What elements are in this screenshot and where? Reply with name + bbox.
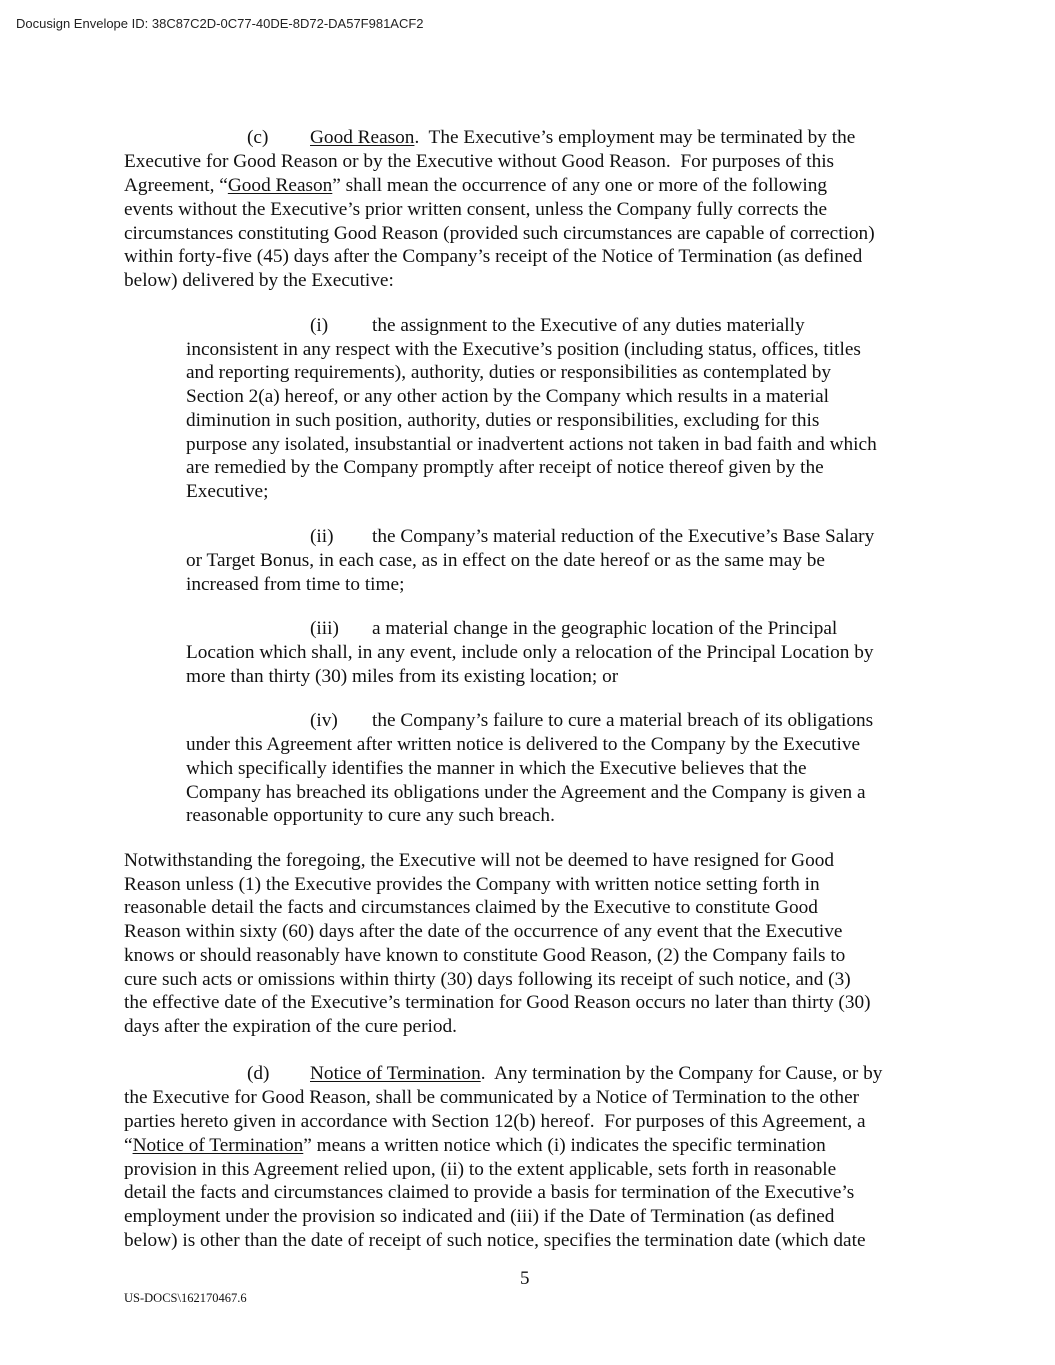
section-d-marker: (d) (247, 1063, 270, 1084)
section-d-line: below) is other than the date of receipt of such notice, specifies the termination date (which date (124, 1230, 866, 1251)
section-d-line: “Notice of Termination” means a written notice which (i) indicates the specific termination (124, 1135, 826, 1156)
clause-line: under this Agreement after written notice is delivered to the Company by the Executive (186, 734, 861, 755)
clause-line: reasonable opportunity to cure any such breach. (186, 805, 555, 826)
section-c-heading: Good Reason (310, 127, 415, 148)
section-d-line: the Executive for Good Reason, shall be communicated by a Notice of Termination to the other (124, 1087, 860, 1108)
paragraph-line: Reason within sixty (60) days after the date of the occurrence of any event that the Executive (124, 921, 843, 942)
section-c-line: Agreement, “Good Reason” shall mean the occurrence of any one or more of the following (124, 175, 827, 196)
clause-line: Section 2(a) hereof, or any other action by the Company which results in a material (186, 386, 830, 407)
section-c-line: below) delivered by the Executive: (124, 270, 394, 291)
clause-line: or Target Bonus, in each case, as in effect on the date hereof or as the same may be (186, 550, 825, 571)
clause-first-line: the Company’s material reduction of the Executive’s Base Salary (372, 526, 875, 547)
clause-marker: (iii) (310, 618, 339, 639)
clause-line: inconsistent in any respect with the Executive’s position (including status, offices, titles (186, 339, 861, 360)
page-number: 5 (520, 1268, 530, 1289)
clause-first-line: the Company’s failure to cure a material breach of its obligations (372, 710, 874, 731)
clause-line: are remedied by the Company promptly after receipt of notice thereof given by the (186, 457, 824, 478)
paragraph-line: days after the expiration of the cure period. (124, 1016, 457, 1037)
paragraph-line: knows or should reasonably have known to constitute Good Reason, (2) the Company fails to (124, 945, 846, 966)
clause-first-line: the assignment to the Executive of any duties materially (372, 315, 805, 336)
clause-line: more than thirty (30) miles from its existing location; or (186, 666, 619, 687)
section-c-line: circumstances constituting Good Reason (provided such circumstances are capable of correction) (124, 223, 875, 244)
clause-marker: (i) (310, 315, 329, 336)
envelope-id: Docusign Envelope ID: 38C87C2D-0C77-40DE-8D72-DA57F981ACF2 (16, 16, 424, 31)
clause-line: Executive; (186, 481, 269, 502)
section-c-first-line: Good Reason. The Executive’s employment may be terminated by the (310, 127, 856, 148)
paragraph-line: Notwithstanding the foregoing, the Executive will not be deemed to have resigned for Good (124, 850, 835, 871)
section-d-first-line: Notice of Termination. Any termination by the Company for Cause, or by (310, 1063, 883, 1084)
clause-line: Company has breached its obligations under the Agreement and the Company is given a (186, 782, 866, 803)
clause-marker: (iv) (310, 710, 338, 731)
clause-line: diminution in such position, authority, duties or responsibilities, excluding for this (186, 410, 820, 431)
section-d-line: parties hereto given in accordance with Section 12(b) hereof. For purposes of this Agreement, a (124, 1111, 866, 1132)
section-c-line: events without the Executive’s prior written consent, unless the Company fully corrects the (124, 199, 828, 220)
clause-line: and reporting requirements), authority, duties or responsibilities as contemplated by (186, 362, 832, 383)
section-d-line: provision in this Agreement relied upon, (ii) to the extent applicable, sets forth in reasonable (124, 1159, 837, 1180)
paragraph-line: Reason unless (1) the Executive provides the Company with written notice setting forth in (124, 874, 820, 895)
section-d-line: employment under the provision so indicated and (iii) if the Date of Termination (as defined (124, 1206, 835, 1227)
section-c-line: Executive for Good Reason or by the Executive without Good Reason. For purposes of this (124, 151, 835, 172)
paragraph-line: reasonable detail the facts and circumstances claimed by the Executive to constitute Good (124, 897, 818, 918)
section-c-defined-term: Good Reason (227, 175, 333, 196)
clause-line: increased from time to time; (186, 574, 405, 595)
document-id: US-DOCS\162170467.6 (124, 1291, 247, 1305)
clause-marker: (ii) (310, 526, 334, 547)
clause-line: Location which shall, in any event, include only a relocation of the Principal Location by (186, 642, 874, 663)
paragraph-line: cure such acts or omissions within thirty (30) days following its receipt of such notice, and (3) (124, 969, 851, 990)
section-d-defined-term: Notice of Termination (132, 1135, 304, 1156)
clause-line: purpose any isolated, insubstantial or inadvertent actions not taken in bad faith and which (186, 434, 877, 455)
paragraph-line: the effective date of the Executive’s termination for Good Reason occurs no later than thirty (30) (124, 992, 871, 1013)
section-c-line: within forty-five (45) days after the Company’s receipt of the Notice of Termination (as defined (124, 246, 863, 267)
clause-first-line: a material change in the geographic location of the Principal (372, 618, 838, 639)
section-c-marker: (c) (247, 127, 269, 148)
section-d-line: detail the facts and circumstances claimed to provide a basis for termination of the Executive’s (124, 1182, 855, 1203)
section-d-heading: Notice of Termination (310, 1063, 481, 1084)
clause-line: which specifically identifies the manner in which the Executive believes that the (186, 758, 807, 779)
